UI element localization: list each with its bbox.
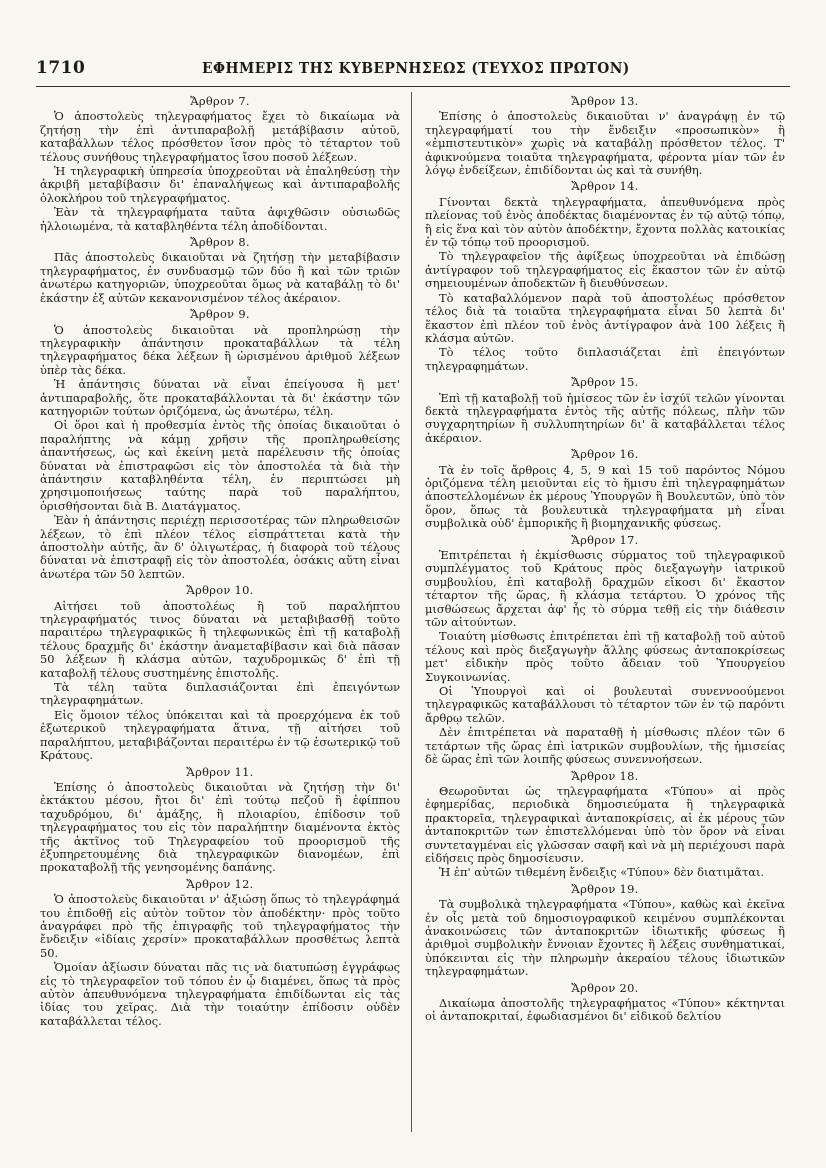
article-paragraph: Τὸ τηλεγραφεῖον τῆς ἀφίξεως ὑποχρεοῦται νὰ ἐπιδώσῃ ἀντίγραφον τοῦ τηλεγραφήματος εἰς ἕκαστον τῶν ἐν αὐτῷ σημειουμένων ἀποδεκτῶν ἢ διευθύνσεων.: [425, 249, 785, 291]
article-paragraph: Αἰτήσει τοῦ ἀποστολέως ἢ τοῦ παραλήπτου τηλεγραφήματός τινος δύναται νὰ μεταβιβασθῇ τοῦτο παραιτέρω τηλεγραφικῶς ἢ τηλεφωνικῶς ἐπὶ τῇ καταβολῇ τέλους δραχμῆς δι' ἑκάστην ἀναμεταβίβασιν καὶ διὰ πᾶσαν 50 λέξεων ἢ κλάσμα αὐτῶν, ταχυδρομικῶς δ' ἐπὶ τῇ καταβολῇ τέλους συστημένης ἐπιστολῆς.: [40, 598, 400, 680]
article-heading: Ἄρθρον 12.: [186, 876, 254, 891]
article-section: [40, 95, 400, 233]
article-heading: Ἄρθρον 17.: [571, 532, 639, 547]
article-section: [425, 534, 785, 767]
article-paragraph: Δὲν ἐπιτρέπεται νὰ παραταθῇ ἡ μίσθωσις πλέον τῶν 6 τετάρτων τῆς ὥρας ἐπὶ ἰατρικῶν συμβουλίων, τῆς ἡμισείας δὲ ὥρας ἐπὶ τῶν λοιπῆς φύσεως συνεννοήσεων.: [425, 725, 785, 767]
article-paragraph: Ἡ ἐπ' αὐτῶν τιθεμένη ἔνδειξις «Τύπου» δὲν διατιμᾶται.: [439, 865, 765, 880]
article-paragraph: Ὁ ἀποστολεὺς δικαιοῦται ν' ἀξιώσῃ ὅπως τὸ τηλεγράφημά του ἐπιδοθῇ εἰς αὐτὸν τοῦτον τὸν ἀποδέκτην· πρὸς τοῦτο ἀναγράφει πρὸ τῆς ἐπιγραφῆς τοῦ τηλεγραφήματος τὴν ἔνδειξιν «ἰδίαις χερσίν» προκαταβάλλων προσθέτως λεπτὰ 50.: [40, 892, 400, 960]
article-heading: Ἄρθρον 11.: [186, 764, 254, 779]
article-section: [425, 448, 785, 530]
running-title: ΕΦΗΜΕΡΙΣ ΤΗΣ ΚΥΒΕΡΝΗΣΕΩΣ (ΤΕΥΧΟΣ ΠΡΩΤΟΝ): [202, 59, 630, 77]
article-paragraph: Δικαίωμα ἀποστολῆς τηλεγραφήματος «Τύπου» κέκτηνται οἱ ἀνταποκριταί, ἐφωδιασμένοι δι' εἰδικοῦ δελτίου: [425, 996, 785, 1024]
article-section: [425, 883, 785, 979]
article-paragraph: Τὰ ἐν τοῖς ἄρθροις 4, 5, 9 καὶ 15 τοῦ παρόντος Νόμου ὁριζόμενα τέλη μειοῦνται εἰς τὸ ἥμισυ ἐπὶ τηλεγραφημάτων ἀποστελλομένων ἐκ μέρους Ὑπουργῶν ἢ Βουλευτῶν, ὑπὸ τὸν ὅρον, ὅπως τὰ βουλευτικὰ τηλεγραφήματα μὴ εἶναι συμβολικὰ οὐδ' ἐμπορικῆς ἢ βιομηχανικῆς φύσεως.: [425, 462, 785, 531]
article-paragraph: Ἐπὶ τῇ καταβολῇ τοῦ ἡμίσεος τῶν ἐν ἰσχύϊ τελῶν γίνονται δεκτὰ τηλεγραφήματα ἐντὸς τῆς αὐτῆς πόλεως, πλὴν τῶν συγχαρητηρίων ἢ συλλυπητηρίων δι' ἃ καταβάλλεται τέλος ἀκέραιον.: [425, 390, 785, 445]
article-section: [425, 982, 785, 1024]
article-paragraph: Ἐπίσης ὁ ἀποστολεὺς δικαιοῦται ν' ἀναγράψῃ ἐν τῷ τηλεγραφήματί του τὴν ἔνδειξιν «προσωπικὸν» ἢ «ἐμπιστευτικὸν» χωρὶς νὰ καταβάλῃ πρόσθετον τέλος. Τ' ἀφικνούμενα τοιαῦτα τηλεγραφήματα, φέροντα μίαν τῶν ἐν λόγῳ ἐνδείξεων, ἐπιδίδονται ὡς καὶ τὰ συνήθη.: [425, 109, 785, 178]
article-heading: Ἄρθρον 20.: [571, 980, 639, 995]
page-header: [36, 58, 790, 84]
article-paragraph: Ἐπίσης ὁ ἀποστολεὺς δικαιοῦται νὰ ζητήσῃ τὴν δι' ἐκτάκτου μέσου, ἤτοι δι' ἐπὶ τούτῳ πεζοῦ ἢ ἐφίππου ταχυδρόμου, δι' ἁμάξης, ἢ πλοιαρίου, ἐπίδοσιν τοῦ τηλεγραφήματος του εἰς τὸν παραλήπτην διαμένοντα ἐκτὸς τῆς ἀκτῖνος τοῦ Τηλεγραφείου τοῦ προορισμοῦ τῆς ἐξυπηρετουμένης διὰ τηλεγραφικῶν διανομέων, ἐπὶ προκαταβολῇ τῆς γενησομένης δαπάνης.: [40, 779, 400, 875]
article-section: [40, 878, 400, 1028]
article-paragraph: Ἐὰν τὰ τηλεγραφήματα ταῦτα ἀφιχθῶσιν οὐσιωδῶς ἠλλοιωμένα, τὰ καταβληθέντα τέλη ἀποδίδονται.: [40, 205, 400, 233]
article-section: [425, 770, 785, 880]
article-heading: Ἄρθρον 18.: [571, 768, 639, 783]
article-paragraph: Ἐὰν ἡ ἀπάντησις περιέχῃ περισσοτέρας τῶν πληρωθεισῶν λέξεων, τὸ ἐπὶ πλέον τέλος εἰσπράττεται κατὰ τὴν ἀποστολὴν αὐτῆς, ἂν δ' ὀλιγωτέρας, ἡ διαφορὰ τοῦ τέλους δύναται νὰ ἐπιστραφῇ εἰς τὸν ἀποστολέα, ὁσάκις αὕτη εἶναι ἀνωτέρα τῶν 50 λεπτῶν.: [40, 513, 400, 581]
article-paragraph: Τὰ συμβολικὰ τηλεγραφήματα «Τύπου», καθὼς καὶ ἐκεῖνα ἐν οἷς μετὰ τοῦ δημοσιογραφικοῦ κειμένου συμπλέκονται ἀνακοινώσεις τῶν ἀνταποκριτῶν ἰδιωτικῆς φύσεως ἢ ἀριθμοὶ συμβολικὴν ἔννοιαν ἔχοντες ἢ λέξεις συνθηματικαί, ὑπόκεινται εἰς τὴν πληρωμὴν ἀκεραίου τέλους ἰδιωτικῶν τηλεγραφημάτων.: [425, 897, 785, 979]
article-paragraph: Πᾶς ἀποστολεὺς δικαιοῦται νὰ ζητήσῃ τὴν μεταβίβασιν τηλεγραφήματος, ἐν συνδυασμῷ τῶν δύο ἢ καὶ τῶν τριῶν ἀνωτέρω κατηγοριῶν, ὑποχρεοῦται ὅμως νὰ καταβάλῃ τὸ δι' ἑκάστην ἐξ αὐτῶν κεκανονισμένον τέλος ἀκέραιον.: [40, 250, 400, 305]
article-heading: Ἄρθρον 19.: [571, 881, 639, 896]
article-heading: Ἄρθρον 13.: [571, 94, 639, 108]
article-section: [425, 180, 785, 373]
article-paragraph: Ἐπιτρέπεται ἡ ἐκμίσθωσις σύρματος τοῦ τηλεγραφικοῦ συμπλέγματος τοῦ Κράτους πρὸς διεξαγωγὴν ἰατρικοῦ συμβουλίου, ἐπὶ καταβολῇ δραχμῶν εἴκοσι δι' ἕκαστον τέταρτον τῆς ὥρας, ἢ κλάσμα τετάρτου. Ὁ χρόνος τῆς μισθώσεως ἄρχεται ἀφ' ἧς τὸ σύρμα τεθῇ εἰς τὴν διάθεσιν τῶν αἰτούντων.: [425, 548, 785, 630]
article-paragraph: Εἰς ὅμοιον τέλος ὑπόκειται καὶ τὰ προερχόμενα ἐκ τοῦ ἐξωτερικοῦ τηλεγραφήματα ἅτινα, τῇ αἰτήσει τοῦ παραλήπτου, μεταβιβάζονται περαιτέρω ἐν τῷ ἐσωτερικῷ τοῦ Κράτους.: [40, 707, 400, 763]
article-section: [40, 766, 400, 875]
article-section: [425, 95, 785, 177]
article-heading: Ἄρθρον 15.: [571, 375, 639, 390]
left-column: [40, 92, 400, 1156]
article-paragraph: Τὰ τέλη ταῦτα διπλασιάζονται ἐπὶ ἐπειγόντων τηλεγραφημάτων.: [40, 680, 400, 708]
header-rule: [36, 86, 790, 87]
article-paragraph: Ἡ τηλεγραφικὴ ὑπηρεσία ὑποχρεοῦται νὰ ἐπαληθεύσῃ τὴν ἀκριβῆ μεταβίβασιν δι' ἐπαναλήψεως καὶ ἀντιπαραβολῆς ὁλοκλήρου τοῦ τηλεγραφήματος.: [40, 164, 400, 205]
article-heading: Ἄρθρον 10.: [186, 583, 254, 598]
article-paragraph: Τὸ καταβαλλόμενον παρὰ τοῦ ἀποστολέως πρόσθετον τέλος διὰ τὰ τοιαῦτα τηλεγραφήματα εἶναι 50 λεπτὰ δι' ἕκαστον ἐπὶ πλέον τοῦ ἑνὸς ἀντίγραφον ἀνὰ 100 λέξεις ἢ κλάσμα αὐτῶν.: [425, 290, 785, 345]
right-column: [425, 92, 785, 1156]
article-heading: Ἄρθρον 9.: [190, 307, 250, 322]
article-paragraph: Ὁ ἀποστολεὺς τηλεγραφήματος ἔχει τὸ δικαίωμα νὰ ζητήσῃ τὴν ἐπὶ ἀντιπαραβολῇ μετάβίβασιν αὐτοῦ, καταβάλλων τέλος πρόσθετον ἴσον πρὸς τὸ τέταρτον τοῦ τέλους συνήθους τηλεγραφήματος ἴσου ποσοῦ λέξεων.: [40, 109, 400, 164]
article-paragraph: Οἱ Ὑπουργοὶ καὶ οἱ βουλευταὶ συνεννοούμενοι τηλεγραφικῶς καταβάλλουσι τὸ τέταρτον τῶν ἐν τῷ παρόντι ἄρθρῳ τελῶν.: [425, 684, 785, 725]
article-heading: Ἄρθρον 7.: [190, 94, 250, 108]
article-section: [425, 376, 785, 445]
article-paragraph: Τὸ τέλος τοῦτο διπλασιάζεται ἐπὶ ἐπειγόντων τηλεγραφημάτων.: [425, 345, 785, 373]
article-paragraph: Γίνονται δεκτὰ τηλεγραφήματα, ἀπευθυνόμενα πρὸς πλείονας τοῦ ἑνὸς ἀποδέκτας διαμένοντας ἐν τῷ αὐτῷ τόπῳ, ἢ εἰς ἕνα καὶ τὸν αὐτὸν ἀποδέκτην, ἔχοντα πολλὰς κατοικίας ἐν τῷ τόπῳ τοῦ προορισμοῦ.: [425, 194, 785, 250]
page-number: 1710: [36, 58, 86, 78]
article-paragraph: Θεωροῦνται ὡς τηλεγραφήματα «Τύπου» αἱ πρὸς ἐφημερίδας, περιοδικὰ δημοσιεύματα ἢ τηλεγραφικὰ πρακτορεῖα, τηλεγραφικαὶ ἀνταποκρίσεις, αἱ ἐκ μέρους τῶν ἀνταποκριτῶν των ἐπιστελλόμεναι ὑπὸ τὸν ὅρον νὰ εἶναι συντεταγμέναι εἰς γλῶσσαν σαφῆ καὶ νὰ μὴ περιέχουσι παρὰ εἰδήσεις πρὸς δημοσίευσιν.: [425, 783, 785, 865]
article-heading: Ἄρθρον 8.: [190, 235, 250, 250]
article-paragraph: Ἡ ἀπάντησις δύναται νὰ εἶναι ἐπείγουσα ἢ μετ' ἀντιπαραβολῆς, ὅτε προκαταβάλλονται τὰ δι' ἑκάστην τῶν κατηγοριῶν τούτων ὁριζόμενα, ὡς ἀνωτέρω, τέλη.: [40, 377, 400, 418]
article-section: [40, 584, 400, 762]
article-heading: Ἄρθρον 16.: [571, 447, 639, 462]
article-heading: Ἄρθρον 14.: [571, 179, 639, 194]
column-divider: [411, 92, 412, 1132]
article-paragraph: Ὁμοίαν ἀξίωσιν δύναται πᾶς τις νὰ διατυπώσῃ ἐγγράφως εἰς τὸ τηλεγραφεῖον τοῦ τόπου ἐν ᾧ διαμένει, ὅπως τὰ πρὸς αὐτὸν ἀπευθυνόμενα τηλεγραφήματα ἐπιδίδωνται εἰς τὰς ἰδίας του χεῖρας. Διὰ τὴν τοιαύτην ἐπίδοσιν οὐδὲν καταβάλλεται τέλος.: [40, 960, 400, 1028]
article-section: [40, 308, 400, 581]
article-section: [40, 236, 400, 305]
article-paragraph: Ὁ ἀποστολεὺς δικαιοῦται νὰ προπληρώσῃ τὴν τηλεγραφικὴν ἀπάντησιν προκαταβάλλων τὰ τέλη τηλεγραφήματος δέκα λέξεων ἢ ὡρισμένου ἀριθμοῦ λέξεων ὑπὲρ τὰς δέκα.: [40, 322, 400, 377]
article-paragraph: Οἱ ὅροι καὶ ἡ προθεσμία ἐντὸς τῆς ὁποίας δικαιοῦται ὁ παραλήπτης νὰ κάμῃ χρῆσιν τῆς προπληρωθείσης ἀπαντήσεως, ὡς καὶ ἐκείνη μετὰ παρέλευσιν τῆς ὁποίας δύναται νὰ ἐπιστραφῶσι εἰς τὸν ἀποστολέα τὰ διὰ τὴν ἀπάντησιν καταβληθέντα τέλη, ἐν περιπτώσει μὴ χρησιμοποιήσεως ταύτης παρὰ τοῦ παραλήπτου, ὁρισθήσονται διὰ Β. Διατάγματος.: [40, 418, 400, 513]
article-paragraph: Τοιαύτη μίσθωσις ἐπιτρέπεται ἐπὶ τῇ καταβολῇ τοῦ αὐτοῦ τέλους καὶ πρὸς διεξαγωγὴν ἄλλης φύσεως ἀνταποκρίσεως μετ' εἰδικὴν πρὸς τοῦτο ἄδειαν τοῦ Ὑπουργείου Συγκοινωνίας.: [425, 629, 785, 684]
